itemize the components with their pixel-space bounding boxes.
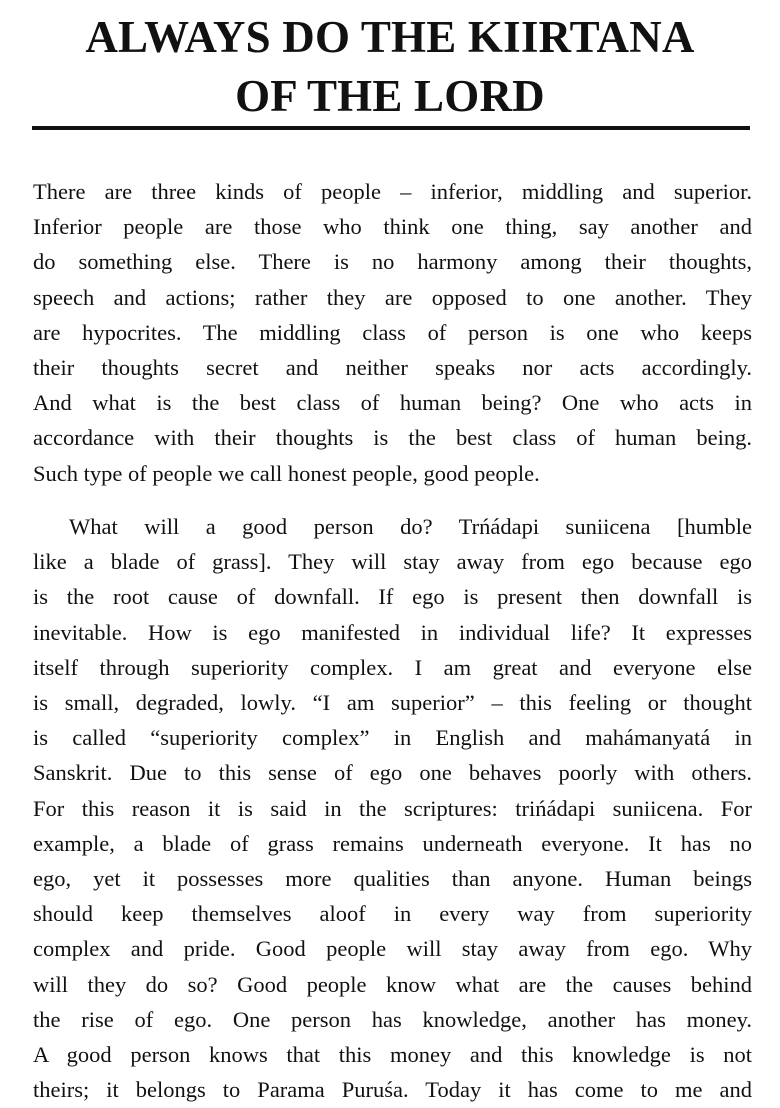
text-line: theirs; it belongs to Parama Puruśa. Today it has come to me and [33, 1077, 752, 1103]
text-line: A good person knows that this money and this knowledge is not [33, 1042, 752, 1068]
text-line: Inferior people are those who think one thing, say another and [33, 214, 752, 240]
page-title [30, 8, 750, 126]
text-line: example, a blade of grass remains underneath everyone. It has no [33, 830, 752, 856]
body-paragraph-1 [33, 174, 752, 491]
text-line: is called “superiority complex” in English and mahámanyatá in [33, 725, 752, 751]
text-line: like a blade of grass]. They will stay away from ego because ego [33, 549, 752, 575]
text-line: Sanskrit. Due to this sense of ego one behaves poorly with others. [33, 760, 752, 786]
text-line: For this reason it is said in the scriptures: trińádapi suniicena. For [33, 795, 752, 821]
page-title-line-2: OF THE LORD [235, 71, 545, 121]
text-line: ego, yet it possesses more qualities than anyone. Human beings [33, 866, 752, 892]
text-line: inevitable. How is ego manifested in individual life? It expresses [33, 619, 752, 645]
text-line: do something else. There is no harmony among their thoughts, [33, 249, 752, 275]
text-line: their thoughts secret and neither speaks nor acts accordingly. [33, 355, 752, 381]
body-paragraph-2 [33, 509, 752, 1107]
text-line: itself through superiority complex. I am great and everyone else [33, 654, 752, 680]
text-line: speech and actions; rather they are opposed to one another. They [33, 284, 752, 310]
text-line: is the root cause of downfall. If ego is present then downfall is [33, 584, 752, 610]
text-line: And what is the best class of human being? One who acts in [33, 390, 752, 416]
text-line: There are three kinds of people – inferior, middling and superior. [33, 179, 752, 204]
text-line: What will a good person do? Trńádapi suniicena [humble [69, 514, 752, 539]
text-line: complex and pride. Good people will stay away from ego. Why [33, 936, 752, 962]
page-title-line-1: ALWAYS DO THE KIIRTANA [85, 12, 695, 62]
text-line: will they do so? Good people know what are the causes behind [33, 971, 752, 997]
text-line: is small, degraded, lowly. “I am superior” – this feeling or thought [33, 690, 752, 716]
text-line: the rise of ego. One person has knowledge, another has money. [33, 1006, 752, 1032]
text-line: Such type of people we call honest people, good people. [33, 460, 540, 486]
text-line: should keep themselves aloof in every way from superiority [33, 901, 752, 927]
text-line: are hypocrites. The middling class of person is one who keeps [33, 319, 752, 345]
title-divider [32, 126, 750, 130]
text-line: accordance with their thoughts is the best class of human being. [33, 425, 752, 451]
